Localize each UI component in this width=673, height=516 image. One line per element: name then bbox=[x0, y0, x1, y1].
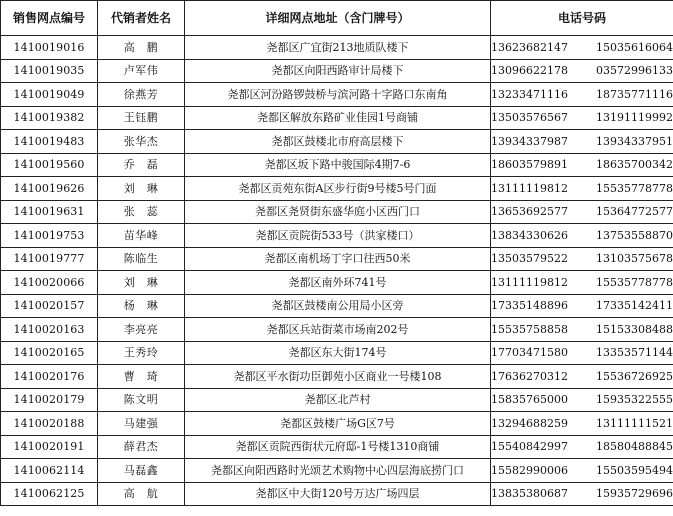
address-cell: 尧都区平水街功臣御苑小区商业一号楼108 bbox=[185, 365, 491, 389]
phone-number-primary: 13503579522 bbox=[491, 252, 568, 266]
outlet-id-cell: 1410020191 bbox=[1, 435, 98, 459]
phone-number-secondary: 13934337951 bbox=[596, 134, 673, 148]
header-outlet-id: 销售网点编号 bbox=[1, 1, 98, 36]
header-address: 详细网点地址（含门牌号） bbox=[185, 1, 491, 36]
table-body bbox=[1, 36, 673, 506]
phone-number-primary: 13294688259 bbox=[491, 416, 568, 430]
outlet-id-cell: 1410019631 bbox=[1, 200, 98, 224]
agent-name-cell: 王秀玲 bbox=[98, 341, 185, 365]
phone-cell bbox=[491, 412, 673, 436]
outlet-id-cell: 1410019777 bbox=[1, 247, 98, 271]
phone-number-secondary: 15535778778 bbox=[596, 275, 673, 289]
address-cell: 尧都区南机场丁字口往西50米 bbox=[185, 247, 491, 271]
phone-cell bbox=[491, 459, 673, 483]
phone-cell bbox=[491, 83, 673, 107]
phone-cell bbox=[491, 388, 673, 412]
outlet-id-cell: 1410020188 bbox=[1, 412, 98, 436]
outlet-id-cell: 1410020176 bbox=[1, 365, 98, 389]
table-row bbox=[1, 106, 673, 130]
agent-name-cell: 马建强 bbox=[98, 412, 185, 436]
agent-name-cell: 乔 磊 bbox=[98, 153, 185, 177]
phone-cell bbox=[491, 36, 673, 60]
agent-name-cell: 高 航 bbox=[98, 482, 185, 506]
phone-number-primary: 13623682147 bbox=[491, 40, 568, 54]
address-cell: 尧都区向阳西路时光颂艺术购物中心四层海底捞门口 bbox=[185, 459, 491, 483]
phone-cell bbox=[491, 247, 673, 271]
agent-name-cell: 杨 琳 bbox=[98, 294, 185, 318]
address-cell: 尧都区河汾路锣鼓桥与滨河路十字路口东南角 bbox=[185, 83, 491, 107]
address-cell: 尧都区东大街174号 bbox=[185, 341, 491, 365]
phone-cell bbox=[491, 130, 673, 154]
table-row bbox=[1, 247, 673, 271]
phone-cell bbox=[491, 106, 673, 130]
header-agent-name: 代销者姓名 bbox=[98, 1, 185, 36]
phone-number-secondary: 13191119992 bbox=[596, 111, 673, 125]
agent-name-cell: 徐燕芳 bbox=[98, 83, 185, 107]
phone-number-primary: 17703471580 bbox=[491, 346, 568, 360]
outlet-id-cell: 1410019016 bbox=[1, 36, 98, 60]
phone-pair bbox=[491, 131, 673, 152]
phone-number-primary: 13096622178 bbox=[491, 64, 568, 78]
phone-cell bbox=[491, 59, 673, 83]
phone-cell bbox=[491, 435, 673, 459]
phone-number-primary: 15540842997 bbox=[491, 440, 568, 454]
phone-cell bbox=[491, 365, 673, 389]
phone-cell bbox=[491, 153, 673, 177]
address-cell: 尧都区贡院街533号（洪家楼口） bbox=[185, 224, 491, 248]
table-row bbox=[1, 130, 673, 154]
phone-number-secondary: 15935322555 bbox=[596, 393, 673, 407]
agent-name-cell: 陈临生 bbox=[98, 247, 185, 271]
phone-number-secondary: 15503595494 bbox=[596, 463, 673, 477]
phone-pair bbox=[491, 37, 673, 58]
outlet-id-cell: 1410062114 bbox=[1, 459, 98, 483]
address-cell: 尧都区鼓楼北市府高层楼下 bbox=[185, 130, 491, 154]
table-row bbox=[1, 177, 673, 201]
phone-pair bbox=[491, 413, 673, 434]
outlet-id-cell: 1410019382 bbox=[1, 106, 98, 130]
outlet-id-cell: 1410019049 bbox=[1, 83, 98, 107]
agent-name-cell: 张华杰 bbox=[98, 130, 185, 154]
phone-number-secondary: 18735771116 bbox=[596, 87, 673, 101]
table-header bbox=[1, 1, 673, 36]
agent-name-cell: 卢军伟 bbox=[98, 59, 185, 83]
table-row bbox=[1, 435, 673, 459]
table-row bbox=[1, 388, 673, 412]
table-row bbox=[1, 224, 673, 248]
address-cell: 尧都区广宜街213地质队楼下 bbox=[185, 36, 491, 60]
table-row bbox=[1, 365, 673, 389]
phone-number-secondary: 18580488845 bbox=[596, 440, 673, 454]
table-row bbox=[1, 153, 673, 177]
phone-number-primary: 15835765000 bbox=[491, 393, 568, 407]
agent-name-cell: 高 鹏 bbox=[98, 36, 185, 60]
agent-name-cell: 薛君杰 bbox=[98, 435, 185, 459]
outlet-id-cell: 1410020179 bbox=[1, 388, 98, 412]
address-cell: 尧都区兵站街菜市场南202号 bbox=[185, 318, 491, 342]
phone-pair bbox=[491, 460, 673, 481]
phone-cell bbox=[491, 200, 673, 224]
phone-number-secondary: 15364772577 bbox=[596, 205, 673, 219]
table-row bbox=[1, 294, 673, 318]
phone-number-primary: 17636270312 bbox=[491, 369, 568, 383]
agent-name-cell: 曹 琦 bbox=[98, 365, 185, 389]
phone-number-primary: 17335148896 bbox=[491, 299, 568, 313]
address-cell: 尧都区解放东路矿业佳园1号商铺 bbox=[185, 106, 491, 130]
phone-pair bbox=[491, 483, 673, 504]
header-row bbox=[1, 1, 673, 36]
phone-cell bbox=[491, 294, 673, 318]
phone-number-primary: 15582990006 bbox=[491, 463, 568, 477]
phone-number-secondary: 13103575678 bbox=[596, 252, 673, 266]
address-cell: 尧都区鼓楼南公用局小区旁 bbox=[185, 294, 491, 318]
phone-pair bbox=[491, 436, 673, 457]
agent-name-cell: 李亮亮 bbox=[98, 318, 185, 342]
outlet-id-cell: 1410020157 bbox=[1, 294, 98, 318]
address-cell: 尧都区南外环741号 bbox=[185, 271, 491, 295]
agent-name-cell: 刘 琳 bbox=[98, 271, 185, 295]
phone-number-secondary: 17335142411 bbox=[596, 299, 673, 313]
outlet-id-cell: 1410019626 bbox=[1, 177, 98, 201]
phone-cell bbox=[491, 318, 673, 342]
address-cell: 尧都区北芦村 bbox=[185, 388, 491, 412]
table-row bbox=[1, 83, 673, 107]
address-cell: 尧都区贡院西街状元府邸-1号楼1310商铺 bbox=[185, 435, 491, 459]
phone-number-primary: 13233471116 bbox=[491, 87, 568, 101]
outlet-id-cell: 1410020066 bbox=[1, 271, 98, 295]
table-row bbox=[1, 200, 673, 224]
address-cell: 尧都区向阳西路审计局楼下 bbox=[185, 59, 491, 83]
phone-number-secondary: 15035616064 bbox=[596, 40, 673, 54]
phone-number-primary: 18603579891 bbox=[491, 158, 568, 172]
phone-cell bbox=[491, 177, 673, 201]
outlet-id-cell: 1410019753 bbox=[1, 224, 98, 248]
phone-pair bbox=[491, 178, 673, 199]
phone-pair bbox=[491, 342, 673, 363]
phone-pair bbox=[491, 272, 673, 293]
address-cell: 尧都区中大街120号万达广场四层 bbox=[185, 482, 491, 506]
phone-number-secondary: 15535778778 bbox=[596, 181, 673, 195]
header-phone: 电话号码 bbox=[491, 1, 673, 36]
phone-number-secondary: 13111111521 bbox=[596, 416, 673, 430]
outlet-id-cell: 1410020163 bbox=[1, 318, 98, 342]
address-cell: 尧都区鼓楼广场G区7号 bbox=[185, 412, 491, 436]
outlet-id-cell: 1410019483 bbox=[1, 130, 98, 154]
phone-number-primary: 13835380687 bbox=[491, 487, 568, 501]
address-cell: 尧都区坂下路中骏国际4期7-6 bbox=[185, 153, 491, 177]
phone-pair bbox=[491, 248, 673, 269]
table-row bbox=[1, 318, 673, 342]
phone-pair bbox=[491, 201, 673, 222]
phone-pair bbox=[491, 60, 673, 81]
address-cell: 尧都区尧贤街东盛华庭小区西门口 bbox=[185, 200, 491, 224]
phone-number-secondary: 15935729696 bbox=[596, 487, 673, 501]
table-row bbox=[1, 271, 673, 295]
phone-number-secondary: 18635700342 bbox=[596, 158, 673, 172]
agent-name-cell: 马磊鑫 bbox=[98, 459, 185, 483]
address-cell: 尧都区贡苑东街A区步行街9号楼5号门面 bbox=[185, 177, 491, 201]
phone-number-primary: 13503576567 bbox=[491, 111, 568, 125]
phone-number-primary: 13834330626 bbox=[491, 228, 568, 242]
phone-cell bbox=[491, 341, 673, 365]
table-row bbox=[1, 412, 673, 436]
phone-pair bbox=[491, 84, 673, 105]
phone-number-primary: 13111119812 bbox=[491, 181, 568, 195]
phone-number-primary: 13653692577 bbox=[491, 205, 568, 219]
phone-number-secondary: 13353571144 bbox=[596, 346, 673, 360]
table-row bbox=[1, 341, 673, 365]
table-row bbox=[1, 59, 673, 83]
table-row bbox=[1, 36, 673, 60]
phone-pair bbox=[491, 319, 673, 340]
table-row bbox=[1, 459, 673, 483]
phone-pair bbox=[491, 107, 673, 128]
outlet-id-cell: 1410019035 bbox=[1, 59, 98, 83]
phone-pair bbox=[491, 295, 673, 316]
phone-number-secondary: 15153308488 bbox=[596, 322, 673, 336]
agent-name-cell: 陈文明 bbox=[98, 388, 185, 412]
agent-name-cell: 苗华峰 bbox=[98, 224, 185, 248]
phone-number-primary: 15535758858 bbox=[491, 322, 568, 336]
agent-name-cell: 刘 琳 bbox=[98, 177, 185, 201]
outlet-id-cell: 1410019560 bbox=[1, 153, 98, 177]
phone-cell bbox=[491, 482, 673, 506]
phone-number-primary: 13934337987 bbox=[491, 134, 568, 148]
phone-pair bbox=[491, 225, 673, 246]
agent-name-cell: 张 蕊 bbox=[98, 200, 185, 224]
agent-name-cell: 王钰鹏 bbox=[98, 106, 185, 130]
phone-pair bbox=[491, 389, 673, 410]
phone-pair bbox=[491, 154, 673, 175]
phone-cell bbox=[491, 271, 673, 295]
phone-number-secondary: 03572996133 bbox=[596, 64, 673, 78]
phone-pair bbox=[491, 366, 673, 387]
phone-number-secondary: 15536726925 bbox=[596, 369, 673, 383]
phone-number-primary: 13111119812 bbox=[491, 275, 568, 289]
outlet-id-cell: 1410062125 bbox=[1, 482, 98, 506]
table-row bbox=[1, 482, 673, 506]
outlet-id-cell: 1410020165 bbox=[1, 341, 98, 365]
phone-cell bbox=[491, 224, 673, 248]
phone-number-secondary: 13753558870 bbox=[596, 228, 673, 242]
